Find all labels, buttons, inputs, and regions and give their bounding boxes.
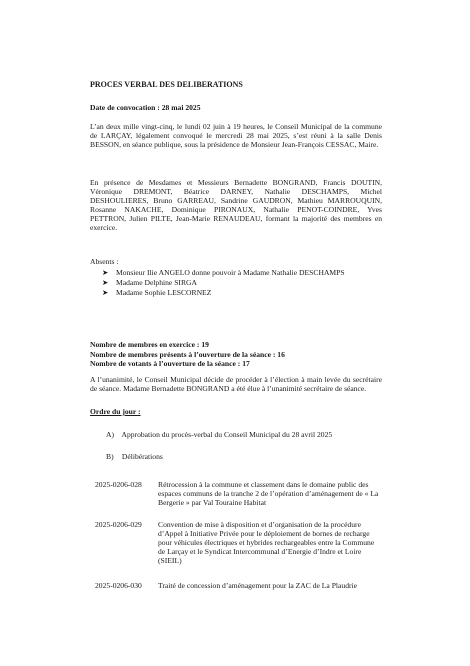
document-title: PROCES VERBAL DES DELIBERATIONS <box>90 80 243 89</box>
presence-paragraph <box>90 178 382 233</box>
intro-paragraph <box>90 122 382 149</box>
count-line: Nombre de votants à l’ouverture de la séance : 17 <box>90 359 250 368</box>
agenda-text: Approbation du procès-verbal du Conseil Municipal du 28 avril 2025 <box>121 430 333 439</box>
absent-item <box>102 278 345 288</box>
agenda-letter: A) <box>106 430 115 439</box>
agenda-item-b <box>106 452 163 461</box>
absent-text: Monsieur Ilie ANGELO donne pouvoir à Madame Nathalie DESCHAMPS <box>116 268 345 277</box>
presence-text: En présence de Mesdames et Messieurs Bernadette BONGRAND, Francis DOUTIN, Véronique DREMONT, Béatrice DARNEY, Nathalie DESCHAMPS, Michel DESHOULIERES, Bruno GARREAU, Sandrine GAUDRON, Mathieu MARROUQUIN, Rosanne NAKACHE, Dominique PIRONAUX, Nathalie PENOT-COINDRE, Yves PETTRON, Julien PILTE, Jean-Marie RENAUDEAU, formant la majorité des membres en exercice. <box>90 178 382 233</box>
absents-section <box>90 257 345 298</box>
arrow-bullet-icon: ➤ <box>102 268 109 277</box>
count-line: Nombre de membres en exercice : 19 <box>90 340 209 349</box>
arrow-bullet-icon: ➤ <box>102 278 109 287</box>
agenda-heading: Ordre du jour : <box>90 407 141 416</box>
agenda-item-a <box>106 430 332 439</box>
member-counts <box>90 340 285 369</box>
deliberation-number: 2025-0206-028 <box>95 480 142 489</box>
convocation-date: Date de convocation : 28 mai 2025 <box>90 103 201 112</box>
deliberation-text: Rétrocession à la commune et classement dans le domaine public des espaces communs de la tranche 2 de l’opération d’aménagement de « La Bergerie » par Val Touraine Habitat <box>158 480 379 508</box>
deliberation-number: 2025-0206-029 <box>95 520 142 529</box>
deliberation-text: Convention de mise à disposition et d’organisation de la procédure d’Appel à Initiative Privée pour le déploiement de bornes de recharge pour véhicules électriques et hybrides rechargeables entre la Commune de Larçay et le Syndicat Intercommunal d’Energie d’Indre et Loire (SIEIL) <box>158 520 375 566</box>
absent-text: Madame Delphine SIRGA <box>116 278 197 287</box>
absent-item <box>102 268 345 278</box>
absents-label: Absents : <box>90 257 119 266</box>
intro-text: L’an deux mille vingt-cinq, le lundi 02 juin à 19 heures, le Conseil Municipal de la commune de LARÇAY, légalement convoqué le mercredi 28 mai 2025, s’est réuni à la salle Denis BESSON, en séance publique, sous la présidence de Monsieur Jean-François CESSAC, Maire. <box>90 122 382 150</box>
absent-item <box>102 288 345 298</box>
agenda-text: Délibérations <box>121 452 163 461</box>
secretary-paragraph <box>90 375 382 393</box>
count-line: Nombre de membres présents à l’ouverture de la séance : 16 <box>90 349 285 359</box>
deliberation-number: 2025-0206-030 <box>95 581 142 590</box>
agenda-letter: B) <box>106 452 114 461</box>
secretary-text: A l’unanimité, le Conseil Municipal décide de procéder à l’élection à main levée du secrétaire de séance. Madame Bernadette BONGRAND a été élue à l’unanimité secrétaire de séance. <box>90 375 382 394</box>
absent-text: Madame Sophie LESCORNEZ <box>116 288 212 297</box>
deliberation-text: Traité de concession d’aménagement pour la ZAC de La Plaudrie <box>158 581 357 590</box>
arrow-bullet-icon: ➤ <box>102 288 109 297</box>
